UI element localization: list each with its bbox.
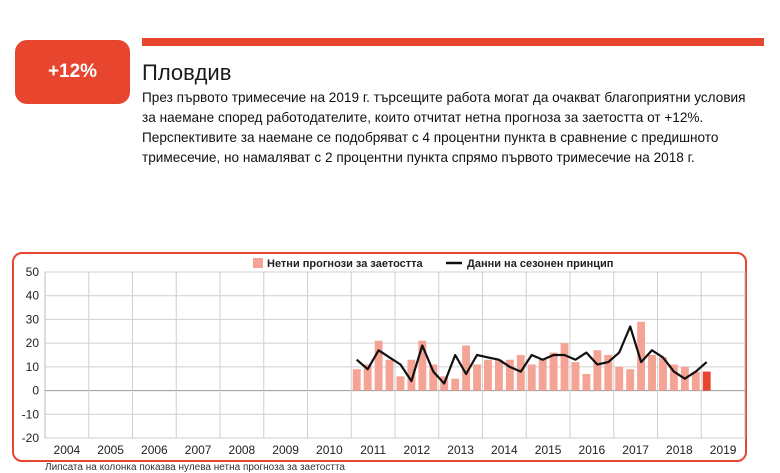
x-tick-label: 2015 (534, 443, 562, 457)
x-tick-label: 2007 (184, 443, 212, 457)
outlook-badge-value: +12% (47, 61, 98, 82)
net-forecast-bar (386, 360, 394, 391)
net-forecast-bar (528, 364, 536, 390)
x-tick-label: 2017 (622, 443, 649, 457)
region-description: През първото тримесечие на 2019 г. търсещите работа могат да очакват благоприятни условия за наемане според работодателите, които отчитат нетна прогноза за заетостта от +12%. Перспективите за наемане се подобряват с 4 процентни пункта в сравнение с предишното тримесечие, но намаляват с 2 процентни пункта спрямо първото тримесечие на 2018 г. (142, 90, 746, 165)
net-forecast-bar (353, 369, 361, 390)
x-tick-label: 2011 (360, 443, 387, 457)
x-tick-label: 2004 (53, 443, 81, 457)
region-title: Пловдив (142, 60, 232, 85)
net-forecast-bar (593, 350, 601, 390)
net-forecast-bar (703, 372, 711, 391)
x-tick-label: 2008 (228, 443, 256, 457)
y-tick-label: 10 (25, 359, 39, 374)
legend-bar-label: Нетни прогнози за заетостта (267, 258, 423, 270)
x-tick-label: 2009 (272, 443, 299, 457)
x-tick-label: 2018 (666, 443, 693, 457)
y-tick-label: 30 (25, 312, 39, 327)
y-tick-label: 20 (25, 336, 39, 351)
net-forecast-bar (572, 362, 580, 390)
x-tick-label: 2016 (578, 443, 606, 457)
chart-footnote: Липсата на колонка показва нулева нетна прогноза за заетостта (45, 462, 345, 473)
legend-bar-swatch (253, 258, 263, 268)
net-forecast-bar (648, 355, 656, 391)
x-tick-label: 2019 (709, 443, 737, 457)
y-tick-label: 50 (25, 265, 39, 279)
x-tick-label: 2005 (97, 443, 124, 457)
y-tick-label: 40 (25, 288, 39, 303)
y-tick-label: -10 (21, 407, 39, 422)
y-tick-label: 0 (32, 383, 39, 398)
net-forecast-bar (429, 364, 437, 390)
net-forecast-bar (561, 343, 569, 390)
net-forecast-bar (539, 360, 547, 391)
net-forecast-bar (582, 374, 590, 391)
net-forecast-bar (615, 367, 623, 391)
net-forecast-bar (550, 353, 558, 391)
net-forecast-bar (451, 379, 459, 391)
x-tick-label: 2014 (491, 443, 518, 457)
x-tick-label: 2012 (403, 443, 431, 457)
net-forecast-bar (375, 341, 383, 391)
net-forecast-bar (517, 355, 525, 391)
net-forecast-bar (626, 369, 634, 390)
net-forecast-bar (495, 360, 503, 391)
x-tick-label: 2010 (316, 443, 343, 457)
y-tick-label: -20 (21, 431, 39, 445)
net-forecast-bar (484, 360, 492, 391)
net-forecast-bar (397, 376, 405, 390)
net-forecast-bar (473, 364, 481, 390)
x-tick-label: 2006 (141, 443, 168, 457)
x-tick-label: 2013 (447, 443, 474, 457)
legend-line-label: Данни на сезонен принцип (467, 258, 614, 270)
